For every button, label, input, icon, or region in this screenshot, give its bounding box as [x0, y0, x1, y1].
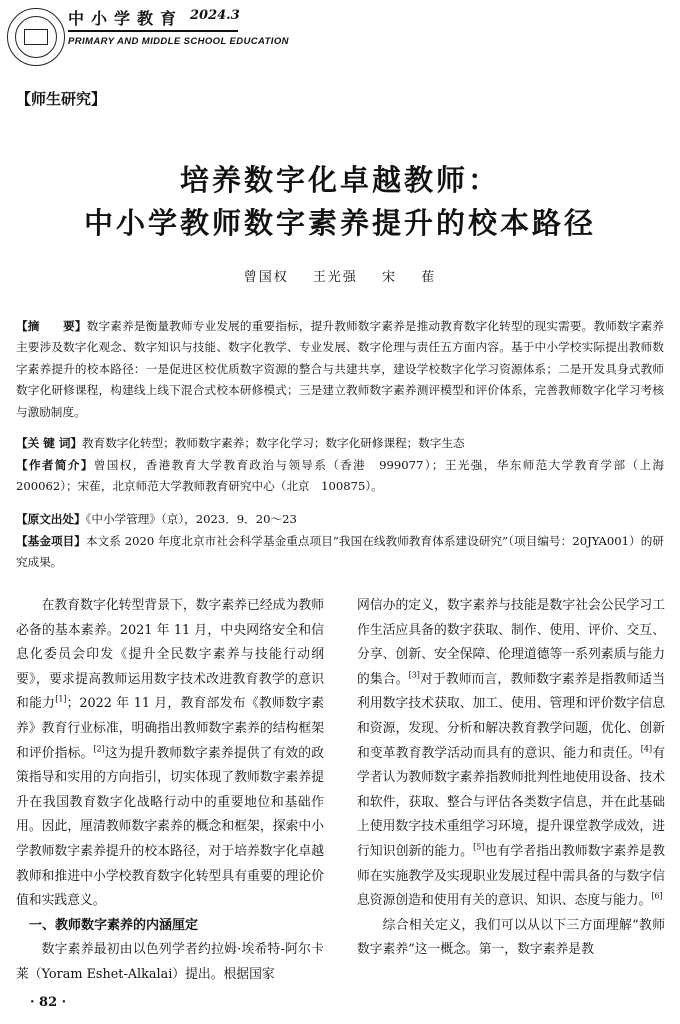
fund: [16, 531, 664, 574]
journal-title-cn: 中小学教育: [68, 9, 184, 28]
source-label: 【原文出处】: [16, 512, 86, 526]
body-column-right: [357, 594, 665, 963]
author-info-text: 曾国权，香港教育大学教育政治与领导系（香港 999077）；王光强，华东师范大学教育学部（上海 200062）；宋萑，北京师范大学教师教育研究中心（北京 100875）。: [16, 458, 676, 494]
abstract-label: 【摘 要】: [16, 319, 87, 333]
page-number: · 82 ·: [30, 995, 67, 1010]
seal-inner-ring: [15, 16, 57, 58]
body-text: ；2022 年 11 月，教育部发布《教师数字素养》教育行业标准，明确指出教师数字素养的结构框架和评价指标。: [16, 696, 325, 761]
body-paragraph: [16, 594, 324, 914]
journal-title-en: PRIMARY AND MIDDLE SCHOOL EDUCATION: [68, 36, 289, 47]
seal-core: [24, 29, 48, 45]
article-title-line1: 培养数字化卓越教师：: [179, 163, 500, 197]
body-column-left: [16, 594, 324, 988]
citation: [3]: [408, 670, 420, 680]
citation: [2]: [93, 744, 105, 754]
author-info-label: 【作者简介】: [16, 458, 94, 472]
fund-label: 【基金项目】: [16, 534, 86, 548]
body-text: 在教育数字化转型背景下，数字素养已经成为教师必备的基本素养。2021 年 11 月，中央网络安全和信息化委员会印发《提升全民数字素养与技能行动纲要》，要求提高教师运用数字技术改进教育教学的意识和能力: [16, 598, 324, 712]
citation: [1]: [55, 695, 67, 705]
keywords-label: 【关 键 词】: [16, 436, 83, 450]
journal-seal-logo: [7, 8, 65, 66]
keywords-text: 教育数字化转型；教师数字素养；数字化学习；数字化研修课程；数字生态: [82, 436, 465, 450]
citation: [4]: [640, 744, 653, 754]
body-paragraph: 综合相关定义，我们可以从以下三方面理解“教师数字素养”这一概念。第一，数字素养是教: [357, 917, 665, 958]
body-text: 也有学者指出教师数字素养是教师在实施教学及实现职业发展过程中需具备的与数字信息资源创造和使用有关的意识、知识、态度与能力。: [357, 843, 666, 909]
author-info: [16, 455, 676, 498]
citation: [5]: [473, 842, 485, 852]
source: [16, 509, 664, 530]
fund-text: 本文系 2020 年度北京市社会科学基金重点项目“我国在线教师教育体系建设研究”（项目编号：20JYA001）的研究成果。: [16, 534, 664, 570]
abstract: [16, 316, 664, 423]
body-text: 对于教师而言，教师数字素养是指教师适当利用数字技术获取、加工、使用、管理和评价数字信息和资源，发现、分析和解决教育教学问题，优化、创新和变革教育教学活动而具有的意识、能力和责任。: [357, 671, 666, 761]
source-text: 《中小学管理》（京），2023．9．20～23: [85, 512, 297, 526]
body-text: 有学者认为教师数字素养指教师批判性地使用设备、技术和软件，获取、整合与评估各类数字信息，并在此基础上使用数字技术重组学习环境，提升课堂教学成效，进行知识创新的能力。: [357, 745, 666, 859]
body-paragraph: [357, 594, 665, 914]
section-heading: 一、教师数字素养的内涵厘定: [29, 917, 199, 933]
keywords: [16, 433, 664, 454]
section-tag: 【师生研究】: [16, 90, 107, 108]
body-text: 这为提升教师数字素养提供了有效的政策指导和实用的方向指引，切实体现了教师数字素养提升在我国教育数字化战略行动中的重要地位和基础作用。因此，厘清教师数字素养的概念和框架，探索中小学教师数字素养提升的校本路径，对于培养数字化卓越教师和推进中小学校教育数字化转型具有重要的理论价值和实践意义。: [16, 745, 325, 909]
journal-issue: 2024.3: [190, 8, 240, 23]
body-text: 网信办的定义，数字素养与技能是数字社会公民学习工作生活应具备的数字获取、制作、使用、评价、交互、分享、创新、安全保障、伦理道德等一系列素质与能力的集合。: [357, 598, 665, 687]
citation: [6]: [651, 891, 663, 901]
article-title-line2: 中小学教师数字素养提升的校本路径: [83, 206, 596, 240]
abstract-text: 数字素养是衡量教师专业发展的重要指标，提升教师数字素养是推动教育数字化转型的现实需要。教师数字素养主要涉及数字化观念、数字知识与技能、数字化教学、专业发展、数字伦理与责任五方面内容。基于中小学校实际提出教师数字素养提升的校本路径：一是促进区校优质数字资源的整合与共建共享，建设学校数字化学习资源体系；二是开发具身式教师数字化研修课程，构建线上线下混合式校本研修模式；三是建立教师数字素养测评模型和评价体系，完善教师数字化学习考核与激励制度。: [16, 319, 664, 419]
header-rule: [68, 30, 238, 32]
authors: 曾国权 王光强 宋 萑: [243, 270, 437, 285]
body-paragraph: 数字素养最初由以色列学者约拉姆·埃希特-阿尔卡莱（Yoram Eshet-Alkalai）提出。根据国家: [16, 942, 324, 982]
